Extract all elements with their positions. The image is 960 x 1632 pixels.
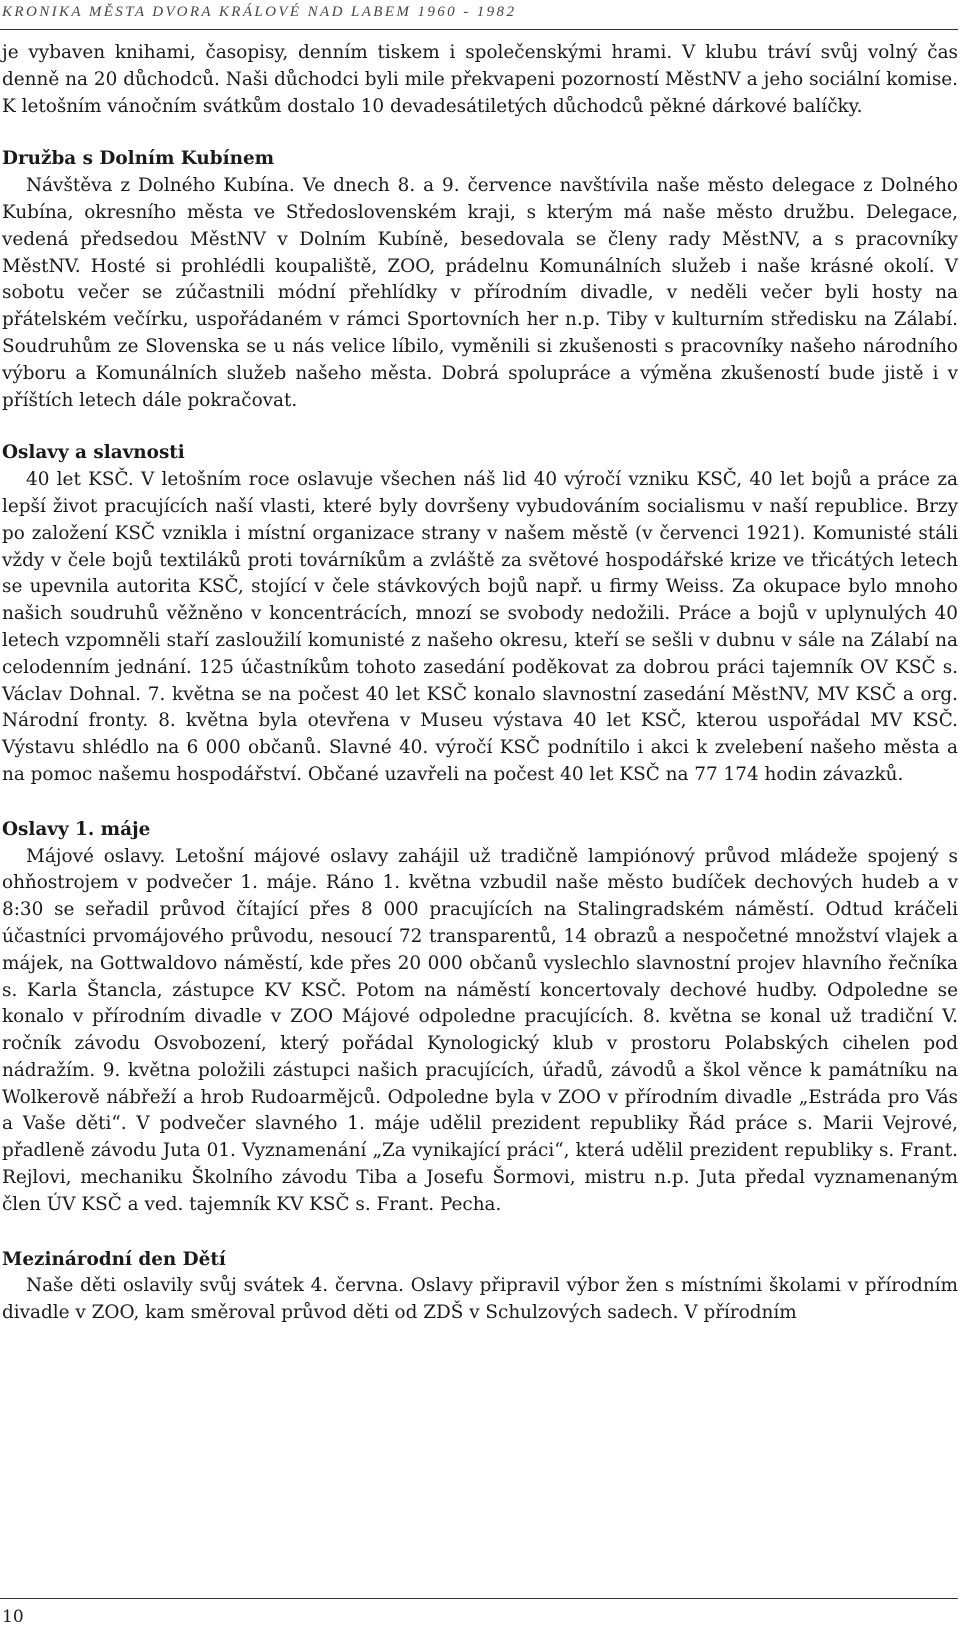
chronicle-title: KRONIKA MĚSTA DVORA KRÁLOVÉ NAD LABEM 1960 - 1982	[2, 4, 517, 20]
page-number: 10	[2, 1607, 24, 1627]
section-heading-oslavy: Oslavy a slavnosti	[2, 442, 185, 464]
footer-rule	[0, 1598, 958, 1599]
section-heading-druzba: Družba s Dolním Kubínem	[2, 148, 275, 170]
page-footer	[0, 1594, 960, 1632]
section-body-druzba: Návštěva z Dolného Kubína. Ve dnech 8. a 9. července navštívila naše město delegace z Dolného Kubína, okresního města ve Středoslovenském kraji, s kterým má naše město družbu. Delegace, vedená předsedou MěstNV v Dolním Kubíně, besedovala se členy rady MěstNV, a s pracovníky MěstNV. Hosté si prohlédli koupaliště, ZOO, prádelnu Komunálních služeb i naše krásné okolí. V sobotu večer se zúčastnili módní přehlídky v přírodním divadle, v neděli večer byli hosty na přátelském večírku, uspořádaném v rámci Sportovních her n.p. Tiby v kulturním středisku na Zálabí. Soudruhům ze Slovenska se u nás velice líbilo, vyměnili si zkušenosti s pracovníky našeho národního výboru a Komunálních služeb našeho města. Dobrá spolupráce a výměna zkušeností bude jistě i v příštích letech dále pokračovat.	[2, 175, 958, 411]
section-heading-deti: Mezinárodní den Dětí	[2, 1248, 226, 1270]
page-content	[2, 40, 958, 1327]
header-rule	[0, 29, 958, 30]
section-body-maj: Májové oslavy. Letošní májové oslavy zahájil už tradičně lampiónový průvod mládeže spojený s ohňostrojem v podvečer 1. máje. Ráno 1. května vzbudil naše město budíček dechových hudeb a v 8:30 se seřadil průvod čítající přes 8 000 pracujících na Stalingradském náměstí. Odtud kráčeli účastníci prvomájového průvodu, nesoucí 72 transparentů, 14 obrazů a nespočetné množství vlajek a májek, na Gottwaldovo náměstí, kde přes 20 000 občanů vyslechlo slavnostní projev hlavního řečníka s. Karla Štancla, zástupce KV KSČ. Potom na náměstí koncertovaly dechové hudby. Odpoledne se konalo v přírodním divadle v ZOO Májové odpoledne pracujících. 8. května se konal už tradiční V. ročník závodu Osvobození, který pořádal Kynologický klub v prostoru Polabských cihelen pod nádražím. 9. května položili zástupci našich pracujících, úřadů, závodů a škol věnce k památníku na Wolkerově nábřeží a hrob Rudoarmějců. Odpoledne byla v ZOO v přírodním divadle „Estráda pro Vás a Vaše děti“. V podvečer slavného 1. máje udělil prezident republiky Řád práce s. Marii Vejrové, přadleně závodu Juta 01. Vyznamenání „Za vynikající práci“, která udělil prezident republiky s. Frant. Rejlovi, mechaniku Školního závodu Tiba a Josefu Šormovi, mistru n.p. Juta předal vyznamenaným člen ÚV KSČ a ved. tajemník KV KSČ s. Frant. Pecha.	[2, 845, 958, 1215]
section-body-oslavy: 40 let KSČ. V letošním roce oslavuje všechen náš lid 40 výročí vzniku KSČ, 40 let bojů a práce za lepší život pracujících naší vlasti, které byly dovršeny vybudováním socialismu v naší republice. Brzy po založení KSČ vznikla i místní organizace strany v našem městě (v červenci 1921). Komunisté stáli vždy v čele bojů textiláků proti továrníkům a zvláště za světové hospodářské krize ve třicátých letech se upevnila autorita KSČ, stojící v čele stávkových bojů např. u firmy Weiss. Za okupace bylo mnoho našich soudruhů věžněno v koncentrácích, mnozí se svobody nedožili. Práce a bojů v uplynulých 40 letech vzpomněli staří zasloužilí komunisté z našeho okresu, kteří se sešli v dubnu v sále na Zálabí na celodenním jednání. 125 účastníkům tohoto zasedání poděkovat za dobrou práci tajemník OV KSČ s. Václav Dohnal. 7. května se na počest 40 let KSČ konalo slavnostní zasedání MěstNV, MV KSČ a org. Národní fronty. 8. května byla otevřena v Museu výstava 40 let KSČ, kterou uspořádal MV KSČ. Výstavu shlédlo na 6 000 občanů. Slavné 40. výročí KSČ podnítilo i akci k zvelebení našeho města a na pomoc našemu hospodářství. Občané uzavřeli na počest 40 let KSČ na 77 174 hodin závazků.	[2, 469, 958, 785]
section-body-deti: Naše děti oslavily svůj svátek 4. června. Oslavy připravil výbor žen s místními školami v přírodním divadle v ZOO, kam směroval průvod děti od ZDŠ v Schulzových sadech. V přírodním	[2, 1275, 958, 1324]
running-header	[0, 0, 960, 32]
intro-paragraph: je vybaven knihami, časopisy, denním tiskem i společenskými hrami. V klubu tráví svůj volný čas denně na 20 důchodců. Naši důchodci byli mile překvapeni pozorností MěstNV a jeho sociální komise. K letošním vánočním svátkům dostalo 10 devadesátiletých důchodců pěkné dárkové balíčky.	[2, 42, 958, 117]
section-heading-maj: Oslavy 1. máje	[2, 818, 151, 840]
